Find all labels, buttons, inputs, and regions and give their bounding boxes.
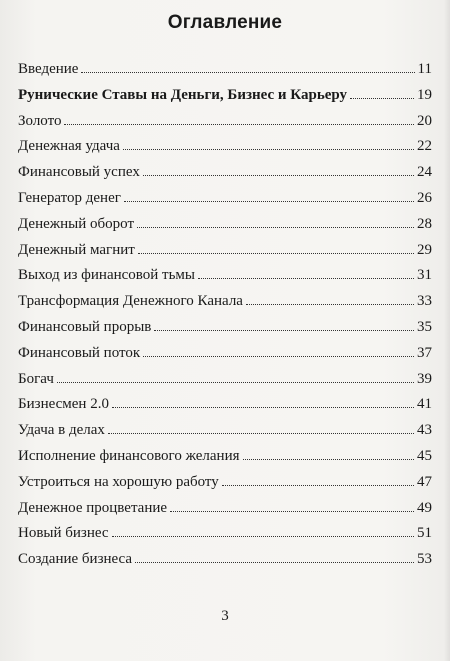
toc-entry [18, 59, 432, 85]
toc-entry-page: 35 [417, 318, 432, 335]
toc-dot-leader [108, 433, 414, 434]
toc-entry-title: Введение [18, 61, 79, 77]
toc-entry-title: Финансовый прорыв [18, 318, 152, 335]
toc-entry-page: 39 [417, 370, 432, 387]
toc-entry-page: 24 [417, 164, 432, 181]
toc-entry-page: 28 [417, 215, 432, 232]
toc-entry-title: Денежное процветание [18, 499, 168, 516]
toc-entry [18, 472, 432, 498]
toc-dot-leader [135, 562, 414, 563]
toc-entry-title: Генератор денег [18, 189, 121, 206]
toc-entry-title: Финансовый поток [18, 344, 141, 361]
toc-entry [18, 291, 432, 317]
toc-entry-page: 51 [417, 525, 432, 542]
toc-entry-title: Денежный оборот [18, 215, 134, 232]
toc-entry [18, 111, 432, 137]
page-edge-shadow [444, 0, 450, 661]
toc-entry [18, 498, 432, 524]
table-of-contents [18, 59, 432, 575]
toc-dot-leader [137, 227, 414, 228]
toc-entry-page: 29 [417, 241, 432, 258]
toc-dot-leader [154, 330, 414, 331]
toc-entry-page: 37 [417, 344, 432, 361]
toc-entry-page: 43 [417, 422, 432, 439]
toc-entry-page: 45 [417, 447, 432, 464]
toc-entry-title: Богач [18, 370, 54, 387]
toc-entry [18, 394, 432, 420]
toc-dot-leader [143, 356, 414, 357]
toc-dot-leader [112, 536, 414, 537]
toc-dot-leader [350, 98, 414, 99]
toc-entry-page: 47 [417, 473, 432, 490]
toc-entry-page: 19 [417, 86, 432, 103]
toc-entry [18, 369, 432, 395]
toc-entry-title: Денежный магнит [18, 241, 135, 258]
toc-entry-title: Создание бизнеса [18, 551, 133, 568]
toc-entry-page: 20 [417, 112, 432, 129]
toc-entry [18, 317, 432, 343]
toc-entry-page: 41 [417, 396, 432, 413]
toc-entry-title: Выход из финансовой тьмы [18, 267, 196, 284]
toc-entry [18, 420, 432, 446]
toc-entry [18, 343, 432, 369]
toc-entry-page: 26 [417, 189, 432, 206]
toc-dot-leader [64, 124, 414, 125]
toc-dot-leader [170, 511, 414, 512]
toc-entry [18, 240, 432, 266]
toc-entry [18, 188, 432, 214]
toc-entry-page: 11 [417, 61, 432, 77]
toc-dot-leader [57, 382, 414, 383]
toc-dot-leader [112, 407, 414, 408]
toc-dot-leader [123, 149, 414, 150]
toc-entry [18, 265, 432, 291]
toc-entry [18, 214, 432, 240]
toc-entry-page: 22 [417, 138, 432, 155]
toc-entry-title: Бизнесмен 2.0 [18, 396, 109, 413]
page-title: Оглавление [167, 12, 283, 33]
toc-entry-title: Рунические Ставы на Деньги, Бизнес и Карьеру [18, 86, 348, 103]
toc-dot-leader [143, 175, 414, 176]
toc-entry [18, 85, 432, 111]
toc-dot-leader [222, 485, 414, 486]
toc-entry [18, 549, 432, 575]
toc-entry [18, 523, 432, 549]
toc-entry-page: 33 [417, 293, 432, 310]
toc-dot-leader [198, 278, 414, 279]
toc-entry-page: 53 [417, 551, 432, 568]
toc-entry-title: Трансформация Денежного Канала [18, 293, 243, 310]
toc-entry-title: Устроиться на хорошую работу [18, 473, 219, 490]
toc-entry-title: Удача в делах [18, 422, 105, 439]
toc-entry-page: 49 [417, 499, 432, 516]
toc-entry [18, 446, 432, 472]
toc-entry-title: Финансовый успех [18, 164, 140, 181]
toc-dot-leader [124, 201, 414, 202]
toc-entry [18, 162, 432, 188]
page-number: 3 [221, 608, 229, 624]
toc-entry-title: Исполнение финансового желания [18, 447, 240, 464]
toc-dot-leader [246, 304, 414, 305]
toc-entry-title: Новый бизнес [18, 525, 109, 542]
toc-entry-title: Денежная удача [18, 138, 120, 155]
toc-entry [18, 136, 432, 162]
toc-dot-leader [138, 253, 414, 254]
toc-dot-leader [81, 72, 414, 73]
toc-entry-title: Золото [18, 112, 62, 129]
toc-dot-leader [243, 459, 415, 460]
toc-entry-page: 31 [417, 267, 432, 284]
